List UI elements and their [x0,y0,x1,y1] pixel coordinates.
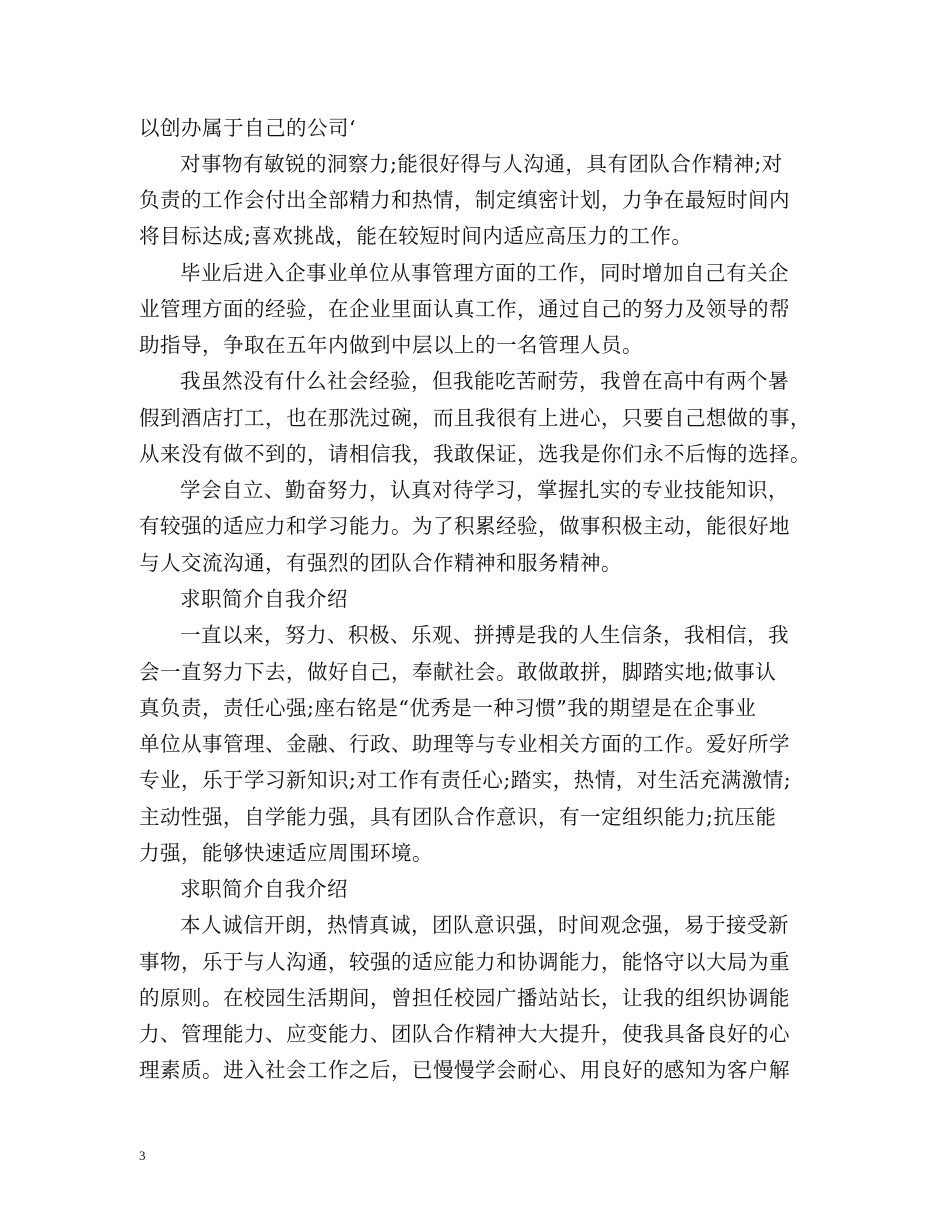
text-line: 从来没有做不到的，请相信我，我敢保证，选我是你们永不后悔的选择。 [139,442,811,466]
text-line: 理素质。进入社会工作之后，已慢慢学会耐心、用良好的感知为客户解 [139,1058,790,1082]
text-line: 的原则。在校园生活期间，曾担任校园广播站站长，让我的组织协调能 [139,986,790,1010]
text-line: 对事物有敏锐的洞察力;能很好得与人沟通，具有团队合作精神;对 [180,152,783,176]
text-line: 力强，能够快速适应周围环境。 [139,841,433,865]
text-line: 单位从事管理、金融、行政、助理等与专业相关方面的工作。爱好所学 [139,732,790,756]
text-line: 本人诚信开朗，热情真诚，团队意识强，时间观念强，易于接受新 [180,913,789,937]
text-line: 学会自立、勤奋努力，认真对待学习，掌握扎实的专业技能知识， [180,478,789,502]
text-line: 会一直努力下去，做好自己，奉献社会。敢做敢拼，脚踏实地;做事认 [139,660,777,684]
text-line: 事物，乐于与人沟通，较强的适应能力和协调能力，能恪守以大局为重 [139,950,790,974]
text-line: 专业，乐于学习新知识;对工作有责任心;踏实，热情，对生活充满激情; [139,768,792,792]
text-line: 业管理方面的经验，在企业里面认真工作，通过自己的努力及领导的帮 [139,297,790,321]
text-line: 主动性强，自学能力强，具有团队合作意识，有一定组织能力;抗压能 [139,805,777,829]
text-line: 假到酒店打工，也在那洗过碗，而且我很有上进心，只要自己想做的事， [139,406,811,430]
text-line: 我虽然没有什么社会经验，但我能吃苦耐劳，我曾在高中有两个暑 [180,369,789,393]
text-line: 力、管理能力、应变能力、团队合作精神大大提升，使我具备良好的心 [139,1022,790,1046]
text-line: 负责的工作会付出全部精力和热情，制定缜密计划，力争在最短时间内 [139,188,790,212]
page-number: 3 [139,1148,146,1163]
text-line: 有较强的适应力和学习能力。为了积累经验，做事积极主动，能很好地 [139,514,790,538]
text-line: 真负责，责任心强;座右铭是“优秀是一种习惯”我的期望是在企事业 [139,696,757,720]
text-line: 与人交流沟通，有强烈的团队合作精神和服务精神。 [139,551,622,575]
text-line: 助指导，争取在五年内做到中层以上的一名管理人员。 [139,333,643,357]
section-heading: 求职简介自我介绍 [180,877,348,901]
text-line: 一直以来，努力、积极、乐观、拼搏是我的人生信条，我相信，我 [180,623,789,647]
text-line: 毕业后进入企事业单位从事管理方面的工作，同时增加自己有关企 [180,261,789,285]
section-heading: 求职简介自我介绍 [180,587,348,611]
text-line: 将目标达成;喜欢挑战，能在较短时间内适应高压力的工作。 [139,224,693,248]
text-line: 以创办属于自己的公司‘ [139,116,357,140]
